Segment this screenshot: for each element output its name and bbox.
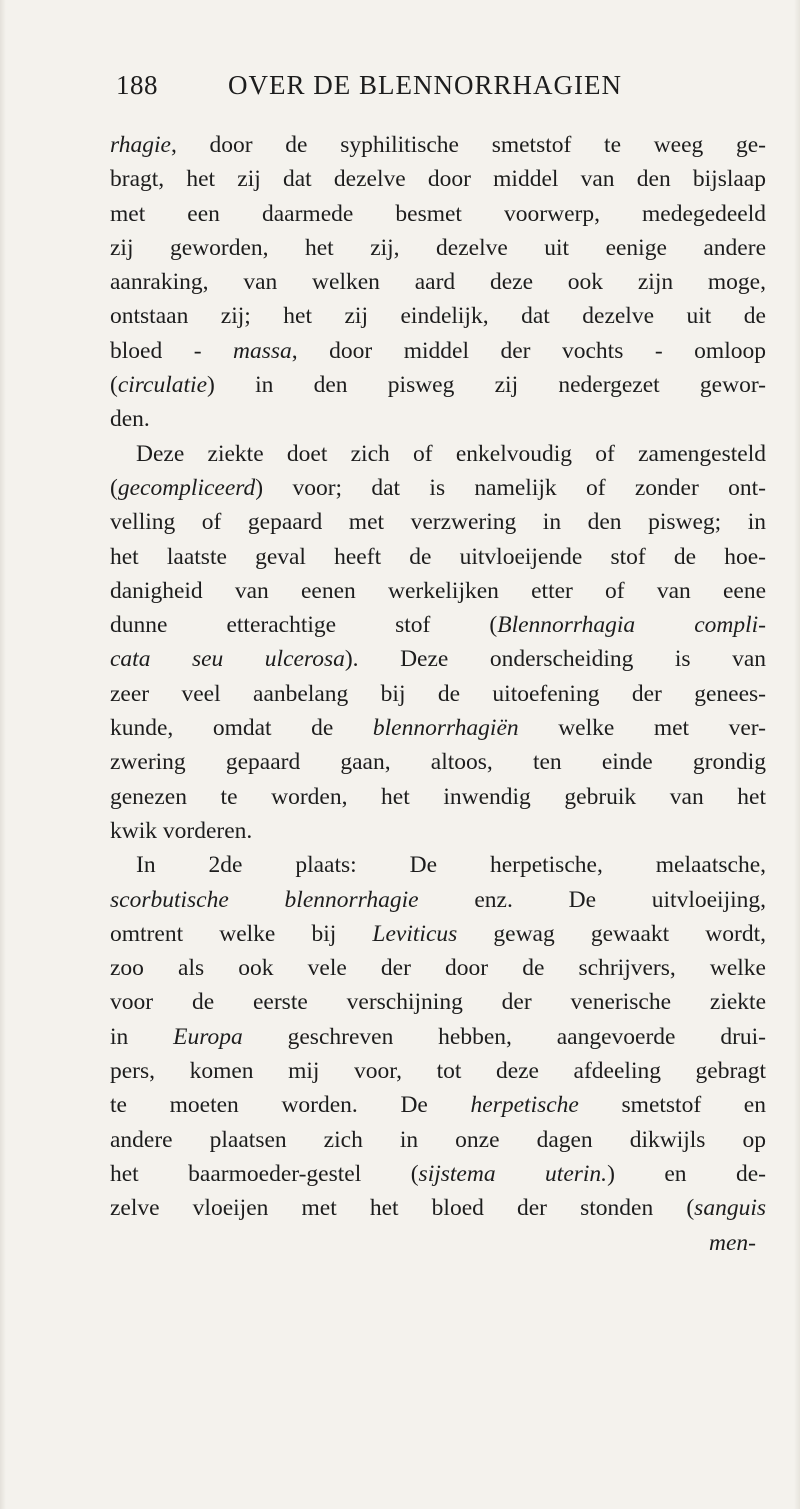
body-text (110, 128, 766, 1260)
text-line: rhagie, door de syphilitische smetstof te weeg ge- (110, 132, 766, 158)
text-line: zeer veel aanbelang bij de uitoefening der genees- (110, 680, 766, 707)
text-line: dunne etterachtige stof (Blennorrhagia compli- (110, 612, 766, 639)
text-line: aanraking, van welken aard deze ook zijn moge, (110, 269, 766, 296)
text-line: scorbutische blennorrhagie enz. De uitvloeijing, (110, 886, 766, 913)
running-head: OVER DE BLENNORRHAGIEN (228, 70, 622, 100)
text-line: voor de eerste verschijning der venerische ziekte (110, 989, 766, 1016)
text-line: te moeten worden. De herpetische smetstof en (110, 1092, 766, 1119)
text-line: zoo als ook vele der door de schrijvers, welke (110, 955, 766, 982)
text-line: ontstaan zij; het zij eindelijk, dat dezelve uit de (110, 303, 766, 330)
text-line: danigheid van eenen werkelijken etter of van eene (110, 577, 766, 604)
text-line: omtrent welke bij Leviticus gewag gewaakt wordt, (110, 920, 766, 947)
text-line: cata seu ulcerosa). Deze onderscheiding is van (110, 646, 767, 673)
text-line: het laatste geval heeft de uitvloeijende stof de hoe- (110, 543, 766, 570)
page-number: 188 (116, 70, 158, 100)
text-line: bragt, het zij dat dezelve door middel van den bijslaap (110, 166, 766, 193)
text-line: den. (110, 406, 150, 433)
text-line: het baarmoeder-gestel (sijstema uterin.) en de- (110, 1160, 767, 1187)
catchword: men- (709, 1229, 756, 1256)
text-line: kwik vorderen. (110, 817, 253, 844)
text-line: In 2de plaats: De herpetische, melaatsche, (136, 852, 766, 879)
text-line: in Europa geschreven hebben, aangevoerde drui- (110, 1023, 767, 1050)
text-line: genezen te worden, het inwendig gebruik van het (110, 783, 766, 810)
text-line: zelve vloeijen met het bloed der stonden (sanguis (110, 1195, 766, 1222)
text-line: bloed - massa, door middel der vochts - omloop (110, 337, 766, 364)
page-edge-right (794, 0, 800, 1509)
text-line: (circulatie) in den pisweg zij nedergezet gewor- (110, 372, 766, 399)
page-edge-left (0, 0, 6, 1509)
text-line: pers, komen mij voor, tot deze afdeeling gebragt (110, 1058, 766, 1085)
text-line: zij geworden, het zij, dezelve uit eenige andere (110, 234, 766, 261)
page-header (110, 70, 670, 110)
text-line: velling of gepaard met verzwering in den pisweg; in (110, 509, 766, 536)
text-line: kunde, omdat de blennorrhagiën welke met ver- (110, 715, 766, 742)
text-line: met een daarmede besmet voorwerp, medegedeeld (110, 200, 766, 227)
text-line: (gecompliceerd) voor; dat is namelijk of zonder ont- (110, 474, 766, 501)
text-line: zwering gepaard gaan, altoos, ten einde grondig (110, 749, 766, 776)
text-line: Deze ziekte doet zich of enkelvoudig of zamengesteld (136, 440, 766, 467)
text-line: andere plaatsen zich in onze dagen dikwijls op (110, 1126, 766, 1153)
